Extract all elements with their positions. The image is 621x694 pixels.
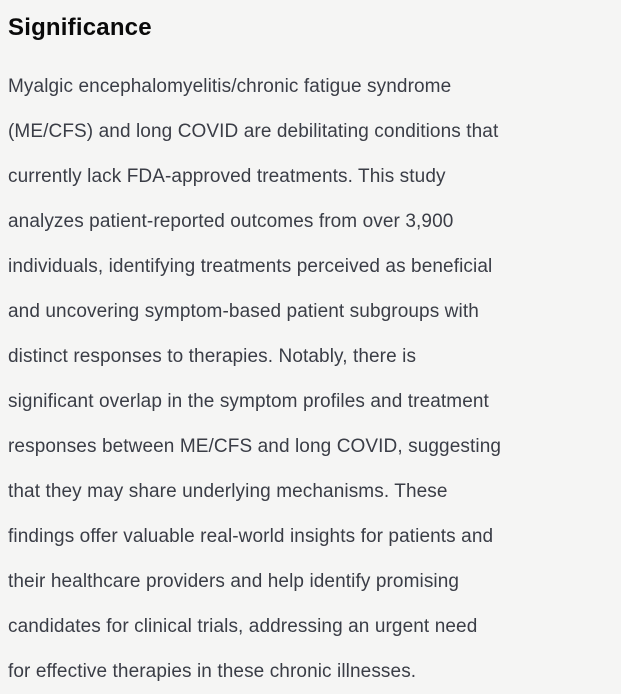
paragraph-line: findings offer valuable real-world insights for patients and <box>8 526 494 547</box>
paragraph-line: for effective therapies in these chronic illnesses. <box>8 661 417 682</box>
paragraph-line: analyzes patient-reported outcomes from over 3,900 <box>8 211 454 232</box>
paragraph-line: Myalgic encephalomyelitis/chronic fatigue syndrome <box>8 76 452 97</box>
paragraph-line: their healthcare providers and help identify promising <box>8 571 460 592</box>
significance-paragraph <box>8 64 615 694</box>
paragraph-line: currently lack FDA-approved treatments. This study <box>8 166 446 187</box>
paragraph-line: that they may share underlying mechanisms. These <box>8 481 448 502</box>
paragraph-line: distinct responses to therapies. Notably, there is <box>8 346 417 367</box>
paragraph-line: individuals, identifying treatments perceived as beneficial <box>8 256 493 277</box>
paragraph-line: responses between ME/CFS and long COVID, suggesting <box>8 436 502 457</box>
paragraph-line: (ME/CFS) and long COVID are debilitating conditions that <box>8 121 499 142</box>
paragraph-line: and uncovering symptom-based patient subgroups with <box>8 301 479 322</box>
paragraph-line: candidates for clinical trials, addressing an urgent need <box>8 616 478 637</box>
significance-heading: Significance <box>8 14 152 41</box>
paragraph-line: significant overlap in the symptom profiles and treatment <box>8 391 489 412</box>
